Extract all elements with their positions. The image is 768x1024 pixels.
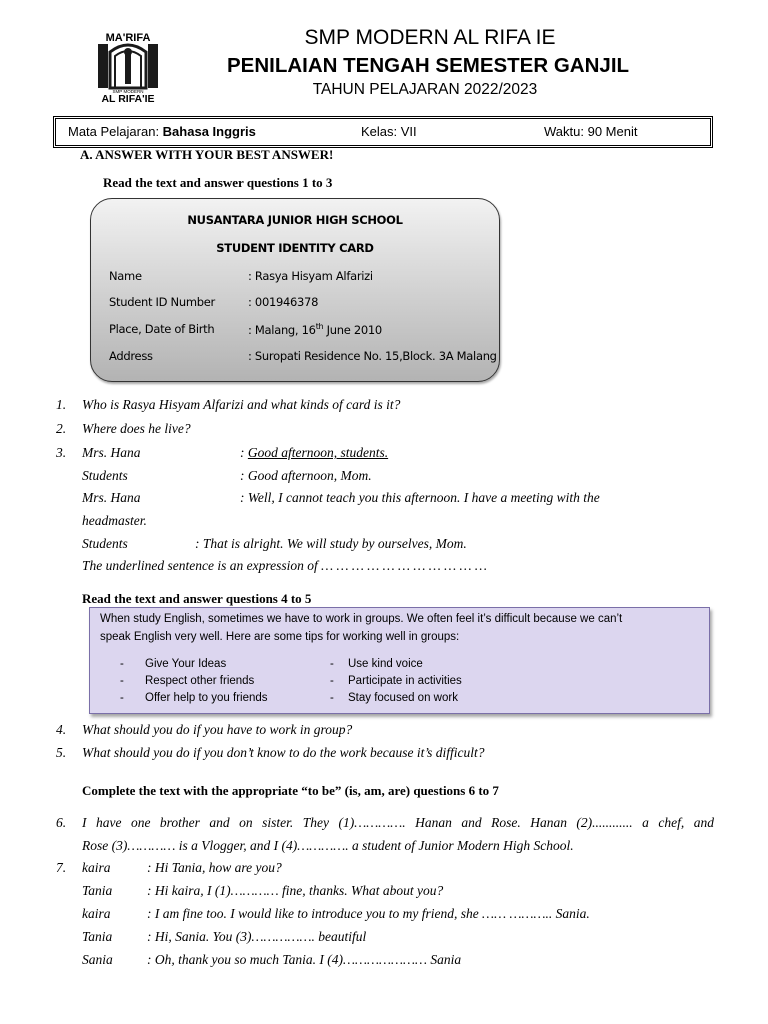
bullet: - [330,658,334,670]
q7-number: 7. [56,860,67,875]
instruction-1: Read the text and answer questions 1 to 3 [103,175,333,190]
bullet: - [330,675,334,687]
q3-dialog-3: : Well, I cannot teach you this afternoon. I have a meeting with the [240,490,600,505]
q3-dialog-4: : That is alright. We will study by ourselves, Mom. [195,536,467,551]
tips-paragraph-line-2: speak English very well. Here are some tips for working well in groups: [100,631,460,643]
card-value-name: : Rasya Hisyam Alfarizi [248,269,373,283]
card-school-name: NUSANTARA JUNIOR HIGH SCHOOL [187,213,403,227]
q3-dialog-2: : Good afternoon, Mom. [240,468,372,483]
birth-sup: th [315,322,324,331]
q7-speaker-2: Tania [82,883,113,898]
exam-info-box [53,116,713,148]
q3-speaker-3: Mrs. Hana [82,490,141,505]
q7-speaker-1: kaira [82,860,111,875]
q6-number: 6. [56,815,67,830]
bullet: - [120,675,124,687]
q7-speaker-5: Sania [82,952,113,967]
instruction-2: Read the text and answer questions 4 to 5 [82,591,312,606]
q7-text-4: : Hi, Sania. You (3)……………. beautiful [147,929,367,944]
q7-text-1: : Hi Tania, how are you? [147,860,282,875]
tip-right-3: Stay focused on work [348,692,458,704]
section-a-heading: A. ANSWER WITH YOUR BEST ANSWER! [80,147,334,162]
subject-label: Mata Pelajaran: [68,124,163,139]
q4-number: 4. [56,722,67,737]
q3-number: 3. [56,445,67,460]
q3-speaker-2: Students [82,468,128,483]
q7-speaker-4: Tania [82,929,113,944]
tip-right-2: Participate in activities [348,675,462,687]
card-value-birth [248,322,382,337]
class-field: Kelas: VII [361,124,417,139]
q3-speaker-1: Mrs. Hana [82,445,141,460]
q5-text: What should you do if you don’t know to do the work because it’s difficult? [82,745,485,760]
exam-title: PENILAIAN TENGAH SEMESTER GANJIL [226,54,630,77]
q6-line-2: Rose (3)………… is a Vlogger, and I (4)…………. a student of Junior Modern High School. [82,838,574,853]
subject-value: Bahasa Inggris [162,124,256,139]
bullet: - [120,692,124,704]
q3-dialog-1: : Good afternoon, students. [240,445,389,460]
logo-top-text: MA'RIFA [105,32,151,44]
logo-small-text: SMP MODERN [112,89,144,94]
q3-prompt: The underlined sentence is an expression of … … … … … … … … … … … [82,558,487,573]
q7-speaker-3: kaira [82,906,111,921]
tip-right-1: Use kind voice [348,658,423,670]
underlined-sentence: Good afternoon, students. [247,445,389,460]
card-label-address: Address [109,349,153,363]
q1-number: 1. [56,397,67,412]
tip-left-2: Respect other friends [145,675,255,687]
card-label-birth: Place, Date of Birth [109,322,215,336]
time-field: Waktu: 90 Menit [544,124,638,139]
q3-dialog-3-cont: headmaster. [82,513,147,528]
tips-text-box [89,607,710,714]
tip-left-1: Give Your Ideas [145,658,227,670]
q4-text: What should you do if you have to work in group? [82,722,353,737]
card-value-id: : 001946378 [248,295,319,309]
bullet: - [330,692,334,704]
q1-text: Who is Rasya Hisyam Alfarizi and what kinds of card is it? [82,397,401,412]
card-title: STUDENT IDENTITY CARD [216,241,374,255]
tip-left-3: Offer help to you friends [145,692,268,704]
tips-paragraph-line-1: When study English, sometimes we have to work in groups. We often feel it’s difficult because we can’t [100,613,623,625]
q2-number: 2. [56,421,67,436]
birth-pre: : Malang, 16 [248,322,316,337]
logo-bottom-text: AL RIFA'IE [101,93,155,104]
q7-text-2: : Hi kaira, I (1)………… fine, thanks. What about you? [147,883,444,898]
student-id-card [90,198,500,382]
q7-text-3: : I am fine too. I would like to introduce you to my friend, she …… ……….. Sania. [147,906,590,921]
card-label-id: Student ID Number [109,295,215,309]
card-label-name: Name [109,269,142,283]
academic-year: TAHUN PELAJARAN 2022/2023 [312,81,538,98]
q2-text: Where does he live? [82,421,191,436]
card-value-address: : Suropati Residence No. 15,Block. 3A Malang [248,349,497,363]
school-name: SMP MODERN AL RIFA IE [304,26,556,49]
q6-line-1: I have one brother and on sister. They (1)…………. Hanan and Rose. Hanan (2)............ a chef, and [82,815,714,830]
q7-text-5: : Oh, thank you so much Tania. I (4)………………… Sania [147,952,462,967]
subject-field [68,124,256,139]
q3-speaker-4: Students [82,536,128,551]
q5-number: 5. [56,745,67,760]
birth-post: June 2010 [323,322,382,337]
bullet: - [120,658,124,670]
instruction-3: Complete the text with the appropriate “to be” (is, am, are) questions 6 to 7 [82,783,499,798]
